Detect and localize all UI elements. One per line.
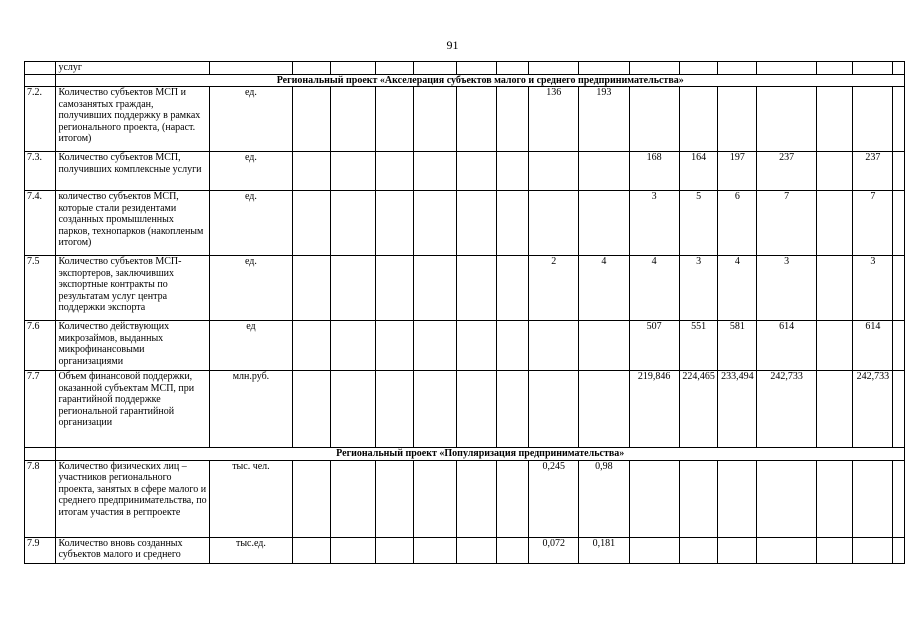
value-cell bbox=[457, 87, 497, 152]
value-cell: 5 bbox=[679, 191, 718, 256]
value-cell bbox=[853, 87, 893, 152]
value-cell bbox=[331, 191, 375, 256]
value-cell: 3 bbox=[757, 256, 817, 321]
table-row bbox=[25, 256, 905, 321]
value-cell bbox=[497, 371, 529, 448]
table-row bbox=[25, 87, 905, 152]
unit-cell: ед. bbox=[209, 87, 292, 152]
continuation-row bbox=[25, 62, 905, 75]
value-cell bbox=[413, 191, 456, 256]
table-row bbox=[25, 321, 905, 371]
value-cell: 224,465 bbox=[679, 371, 718, 448]
value-cell bbox=[816, 460, 853, 537]
value-cell bbox=[331, 256, 375, 321]
table-row bbox=[25, 152, 905, 191]
value-cell bbox=[375, 537, 413, 563]
value-cell bbox=[816, 87, 853, 152]
value-cell bbox=[816, 371, 853, 448]
value-cell bbox=[497, 256, 529, 321]
empty-cell bbox=[893, 460, 905, 537]
value-cell bbox=[497, 321, 529, 371]
value-cell: 197 bbox=[718, 152, 757, 191]
value-cell: 551 bbox=[679, 321, 718, 371]
value-cell: 581 bbox=[718, 321, 757, 371]
value-cell bbox=[579, 371, 629, 448]
value-cell bbox=[816, 537, 853, 563]
value-cell: 0,181 bbox=[579, 537, 629, 563]
value-cell bbox=[457, 460, 497, 537]
value-cell bbox=[292, 371, 330, 448]
empty-cell bbox=[375, 62, 413, 75]
section-header-acceleration bbox=[25, 74, 905, 87]
unit-cell: ед bbox=[209, 321, 292, 371]
row-number: 7.7 bbox=[25, 371, 56, 448]
value-cell bbox=[413, 460, 456, 537]
unit-cell: млн.руб. bbox=[209, 371, 292, 448]
value-cell bbox=[816, 152, 853, 191]
empty-cell bbox=[529, 62, 579, 75]
value-cell bbox=[375, 460, 413, 537]
value-cell bbox=[679, 460, 718, 537]
value-cell bbox=[375, 191, 413, 256]
value-cell: 237 bbox=[853, 152, 893, 191]
value-cell bbox=[292, 460, 330, 537]
value-cell bbox=[579, 191, 629, 256]
empty-cell bbox=[718, 62, 757, 75]
value-cell bbox=[457, 371, 497, 448]
indicator-name: количество субъектов МСП, которые стали резидентами созданных промышленных парков, технопарков (накопленым итогом) bbox=[56, 191, 209, 256]
value-cell: 0,072 bbox=[529, 537, 579, 563]
value-cell: 242,733 bbox=[853, 371, 893, 448]
value-cell bbox=[497, 87, 529, 152]
value-cell: 7 bbox=[757, 191, 817, 256]
empty-cell bbox=[816, 62, 853, 75]
empty-cell bbox=[25, 74, 56, 87]
value-cell: 136 bbox=[529, 87, 579, 152]
value-cell bbox=[413, 87, 456, 152]
row-number: 7.9 bbox=[25, 537, 56, 563]
value-cell bbox=[331, 152, 375, 191]
value-cell bbox=[413, 371, 456, 448]
value-cell bbox=[529, 371, 579, 448]
value-cell bbox=[497, 152, 529, 191]
value-cell bbox=[816, 256, 853, 321]
empty-cell bbox=[893, 371, 905, 448]
section-title: Региональный проект «Акселерация субъектов малого и среднего предпринимательства» bbox=[56, 74, 905, 87]
value-cell bbox=[331, 371, 375, 448]
empty-cell bbox=[209, 62, 292, 75]
page-number: 91 bbox=[446, 38, 459, 52]
value-cell bbox=[853, 460, 893, 537]
row-number: 7.4. bbox=[25, 191, 56, 256]
empty-cell bbox=[853, 62, 893, 75]
value-cell bbox=[292, 256, 330, 321]
value-cell: 237 bbox=[757, 152, 817, 191]
value-cell bbox=[497, 537, 529, 563]
value-cell: 164 bbox=[679, 152, 718, 191]
row-number: 7.8 bbox=[25, 460, 56, 537]
unit-cell: ед. bbox=[209, 191, 292, 256]
value-cell bbox=[457, 191, 497, 256]
value-cell bbox=[413, 152, 456, 191]
value-cell: 168 bbox=[629, 152, 679, 191]
empty-cell bbox=[679, 62, 718, 75]
value-cell bbox=[757, 460, 817, 537]
value-cell bbox=[629, 460, 679, 537]
value-cell: 2 bbox=[529, 256, 579, 321]
value-cell: 3 bbox=[629, 191, 679, 256]
section-title: Региональный проект «Популяризация предпринимательства» bbox=[56, 448, 905, 461]
value-cell bbox=[331, 321, 375, 371]
value-cell bbox=[718, 460, 757, 537]
table-row bbox=[25, 191, 905, 256]
empty-cell bbox=[292, 62, 330, 75]
value-cell bbox=[457, 256, 497, 321]
value-cell bbox=[529, 152, 579, 191]
indicator-name: Количество субъектов МСП и самозанятых граждан, получивших поддержку в рамках регионального проекта, (нараст. итогом) bbox=[56, 87, 209, 152]
value-cell bbox=[292, 191, 330, 256]
value-cell: 242,733 bbox=[757, 371, 817, 448]
empty-cell bbox=[25, 448, 56, 461]
empty-cell bbox=[893, 62, 905, 75]
value-cell bbox=[629, 87, 679, 152]
continuation-text: услуг bbox=[56, 62, 209, 75]
value-cell bbox=[816, 191, 853, 256]
value-cell bbox=[375, 87, 413, 152]
value-cell bbox=[292, 321, 330, 371]
value-cell bbox=[679, 537, 718, 563]
value-cell bbox=[497, 460, 529, 537]
indicator-name: Количество субъектов МСП, получивших комплексные услуги bbox=[56, 152, 209, 191]
empty-cell bbox=[497, 62, 529, 75]
value-cell bbox=[375, 152, 413, 191]
value-cell: 233,494 bbox=[718, 371, 757, 448]
value-cell bbox=[331, 87, 375, 152]
value-cell bbox=[457, 321, 497, 371]
value-cell bbox=[413, 537, 456, 563]
value-cell bbox=[375, 371, 413, 448]
value-cell bbox=[292, 152, 330, 191]
row-number: 7.6 bbox=[25, 321, 56, 371]
table-row bbox=[25, 371, 905, 448]
value-cell: 4 bbox=[629, 256, 679, 321]
empty-cell bbox=[893, 152, 905, 191]
row-number: 7.2. bbox=[25, 87, 56, 152]
empty-cell bbox=[457, 62, 497, 75]
value-cell: 4 bbox=[579, 256, 629, 321]
value-cell: 3 bbox=[853, 256, 893, 321]
value-cell bbox=[679, 87, 718, 152]
section-header-popularization bbox=[25, 448, 905, 461]
indicator-name: Количество вновь созданных субъектов малого и среднего bbox=[56, 537, 209, 563]
value-cell: 6 bbox=[718, 191, 757, 256]
value-cell: 0,98 bbox=[579, 460, 629, 537]
value-cell bbox=[331, 460, 375, 537]
value-cell: 193 bbox=[579, 87, 629, 152]
value-cell bbox=[375, 321, 413, 371]
empty-cell bbox=[893, 191, 905, 256]
value-cell bbox=[292, 537, 330, 563]
value-cell bbox=[375, 256, 413, 321]
indicators-table bbox=[24, 61, 905, 564]
value-cell bbox=[331, 537, 375, 563]
value-cell: 3 bbox=[679, 256, 718, 321]
value-cell bbox=[579, 321, 629, 371]
value-cell bbox=[292, 87, 330, 152]
empty-cell bbox=[893, 321, 905, 371]
row-number: 7.3. bbox=[25, 152, 56, 191]
unit-cell: тыс. чел. bbox=[209, 460, 292, 537]
value-cell: 614 bbox=[757, 321, 817, 371]
value-cell bbox=[853, 537, 893, 563]
empty-cell bbox=[893, 87, 905, 152]
empty-cell bbox=[893, 256, 905, 321]
empty-cell bbox=[579, 62, 629, 75]
empty-cell bbox=[629, 62, 679, 75]
indicator-name: Количество действующих микрозаймов, выданных микрофинансовыми организациями bbox=[56, 321, 209, 371]
empty-cell bbox=[893, 537, 905, 563]
empty-cell bbox=[413, 62, 456, 75]
value-cell bbox=[629, 537, 679, 563]
table-row bbox=[25, 460, 905, 537]
value-cell: 614 bbox=[853, 321, 893, 371]
value-cell: 7 bbox=[853, 191, 893, 256]
empty-cell bbox=[757, 62, 817, 75]
indicator-name: Количество физических лиц – участников регионального проекта, занятых в сфере малого и среднего предпринимательства, по итогам участия в регпроекте bbox=[56, 460, 209, 537]
value-cell bbox=[816, 321, 853, 371]
unit-cell: ед. bbox=[209, 152, 292, 191]
unit-cell: ед. bbox=[209, 256, 292, 321]
value-cell: 507 bbox=[629, 321, 679, 371]
value-cell bbox=[757, 537, 817, 563]
value-cell bbox=[529, 321, 579, 371]
value-cell bbox=[413, 321, 456, 371]
value-cell bbox=[457, 152, 497, 191]
value-cell bbox=[457, 537, 497, 563]
indicator-name: Количество субъектов МСП-экспортеров, заключивших экспортные контракты по результатам услуг центра поддержки экспорта bbox=[56, 256, 209, 321]
value-cell bbox=[579, 152, 629, 191]
value-cell bbox=[718, 87, 757, 152]
unit-cell: тыс.ед. bbox=[209, 537, 292, 563]
value-cell bbox=[497, 191, 529, 256]
value-cell: 4 bbox=[718, 256, 757, 321]
table-row bbox=[25, 537, 905, 563]
value-cell: 0,245 bbox=[529, 460, 579, 537]
indicator-name: Объем финансовой поддержки, оказанной субъектам МСП, при гарантийной поддержке региональной гарантийной организации bbox=[56, 371, 209, 448]
empty-cell bbox=[25, 62, 56, 75]
value-cell bbox=[529, 191, 579, 256]
value-cell bbox=[718, 537, 757, 563]
row-number: 7.5 bbox=[25, 256, 56, 321]
empty-cell bbox=[331, 62, 375, 75]
value-cell: 219,846 bbox=[629, 371, 679, 448]
value-cell bbox=[757, 87, 817, 152]
value-cell bbox=[413, 256, 456, 321]
